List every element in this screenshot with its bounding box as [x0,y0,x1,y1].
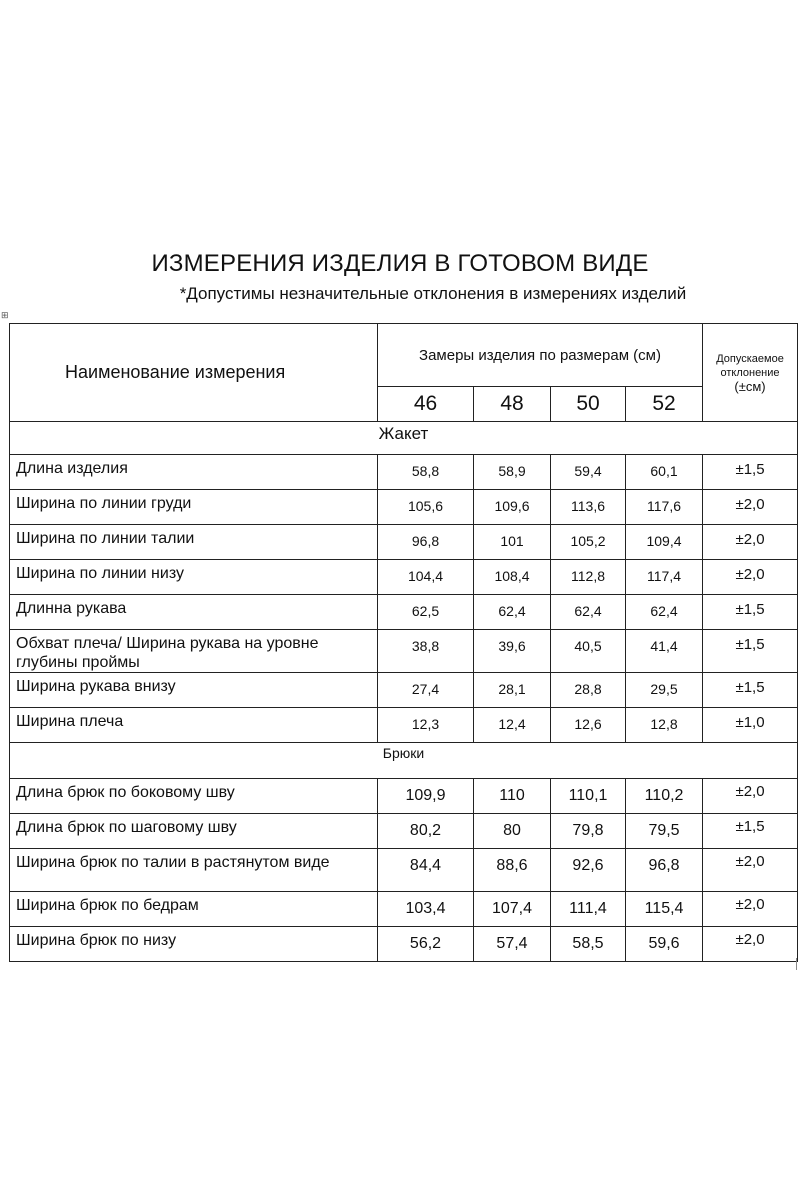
header-tolerance-line2: отклонение [720,366,780,379]
row-value: 84,4 [378,849,474,892]
size-48: 48 [474,387,551,422]
header-tolerance-line3: (±см) [734,378,766,394]
table-row [10,455,798,490]
row-value: 117,6 [626,490,703,525]
row-tolerance: ±1,5 [703,630,798,673]
row-value: 110 [474,779,551,814]
row-tolerance: ±1,5 [703,595,798,630]
size-50: 50 [551,387,626,422]
row-value: 60,1 [626,455,703,490]
row-value: 40,5 [551,630,626,673]
row-value: 62,4 [626,595,703,630]
size-52: 52 [626,387,703,422]
row-value: 59,4 [551,455,626,490]
row-value: 105,2 [551,525,626,560]
row-name: Длина брюк по шаговому шву [10,814,378,849]
row-value: 110,2 [626,779,703,814]
row-value: 107,4 [474,892,551,927]
row-value: 92,6 [551,849,626,892]
row-tolerance: ±1,0 [703,708,798,743]
row-value: 112,8 [551,560,626,595]
row-name: Обхват плеча/ Ширина рукава на уровне глубины проймы [10,630,378,673]
row-tolerance: ±2,0 [703,849,798,892]
row-value: 28,1 [474,673,551,708]
page-title: ИЗМЕРЕНИЯ ИЗДЕЛИЯ В ГОТОВОМ ВИДЕ [151,250,649,277]
row-name: Ширина по линии груди [10,490,378,525]
row-tolerance: ±2,0 [703,560,798,595]
row-value: 109,6 [474,490,551,525]
row-value: 88,6 [474,849,551,892]
row-name: Ширина брюк по бедрам [10,892,378,927]
row-tolerance: ±1,5 [703,673,798,708]
row-value: 101 [474,525,551,560]
header-tolerance-line1: Допускаемое [716,352,784,365]
table-row [10,673,798,708]
row-value: 103,4 [378,892,474,927]
row-value: 38,8 [378,630,474,673]
table-row [10,927,798,962]
row-name: Ширина брюк по талии в растянутом виде [10,849,378,892]
row-tolerance: ±1,5 [703,814,798,849]
row-value: 79,8 [551,814,626,849]
table-row [10,525,798,560]
row-tolerance: ±1,5 [703,455,798,490]
table-row [10,560,798,595]
row-name: Ширина по линии низу [10,560,378,595]
row-tolerance: ±2,0 [703,927,798,962]
table-row [10,814,798,849]
row-value: 109,9 [378,779,474,814]
row-value: 109,4 [626,525,703,560]
table-row [10,595,798,630]
row-value: 27,4 [378,673,474,708]
row-value: 58,9 [474,455,551,490]
row-value: 108,4 [474,560,551,595]
header-name: Наименование измерения [10,324,378,422]
row-value: 12,8 [626,708,703,743]
row-tolerance: ±2,0 [703,525,798,560]
row-value: 41,4 [626,630,703,673]
row-value: 105,6 [378,490,474,525]
row-name: Ширина брюк по низу [10,927,378,962]
row-value: 80,2 [378,814,474,849]
edge-mark [796,958,797,970]
row-tolerance: ±2,0 [703,892,798,927]
row-name: Длина изделия [10,455,378,490]
table-row [10,849,798,892]
measurements-table [9,323,798,962]
section-trousers: Брюки [10,743,798,779]
row-value: 56,2 [378,927,474,962]
page-subtitle: *Допустимы незначительные отклонения в измерениях изделий [179,284,687,303]
row-value: 62,5 [378,595,474,630]
row-tolerance: ±2,0 [703,490,798,525]
row-value: 28,8 [551,673,626,708]
row-value: 110,1 [551,779,626,814]
row-value: 115,4 [626,892,703,927]
table-row [10,892,798,927]
table-row [10,490,798,525]
row-value: 96,8 [378,525,474,560]
row-value: 58,8 [378,455,474,490]
row-value: 104,4 [378,560,474,595]
row-value: 80 [474,814,551,849]
row-value: 58,5 [551,927,626,962]
size-46: 46 [378,387,474,422]
row-value: 62,4 [551,595,626,630]
row-value: 111,4 [551,892,626,927]
row-tolerance: ±2,0 [703,779,798,814]
row-value: 113,6 [551,490,626,525]
table-row [10,779,798,814]
row-name: Длинна рукава [10,595,378,630]
table-row [10,630,798,673]
row-value: 12,4 [474,708,551,743]
header-sizes: Замеры изделия по размерам (см) [378,324,703,387]
row-value: 96,8 [626,849,703,892]
row-value: 12,3 [378,708,474,743]
row-name: Ширина по линии талии [10,525,378,560]
row-name: Ширина рукава внизу [10,673,378,708]
row-value: 12,6 [551,708,626,743]
row-value: 117,4 [626,560,703,595]
table-anchor-icon: ⊞ [1,310,9,320]
header-tolerance [703,324,798,422]
table-row [10,708,798,743]
row-name: Ширина плеча [10,708,378,743]
row-value: 59,6 [626,927,703,962]
row-value: 39,6 [474,630,551,673]
row-value: 29,5 [626,673,703,708]
section-jacket: Жакет [10,422,798,455]
row-value: 62,4 [474,595,551,630]
row-value: 79,5 [626,814,703,849]
row-name: Длина брюк по боковому шву [10,779,378,814]
row-value: 57,4 [474,927,551,962]
